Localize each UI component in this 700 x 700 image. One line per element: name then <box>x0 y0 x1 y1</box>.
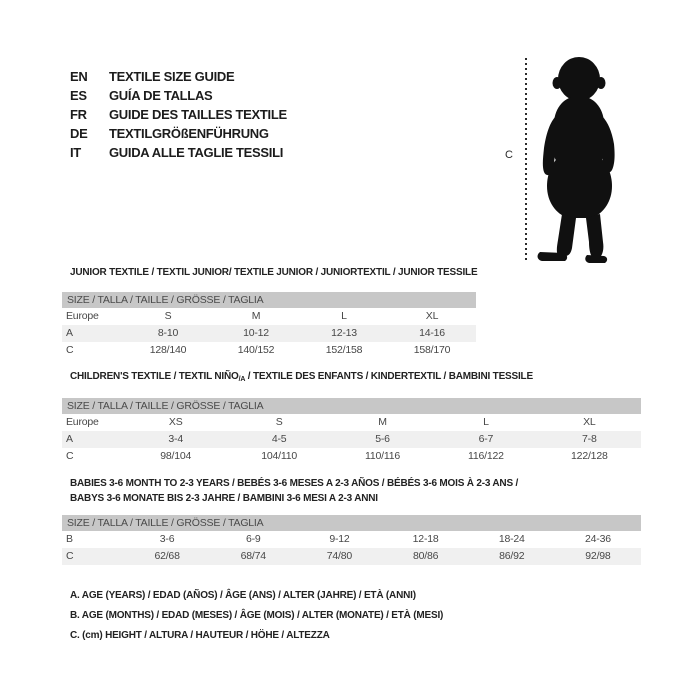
table-row <box>62 531 641 548</box>
table-row <box>62 414 641 431</box>
children-title-subscript: /A <box>238 376 246 383</box>
table-body <box>62 308 476 359</box>
babies-section-title <box>70 476 550 506</box>
baby-silhouette-icon <box>534 56 629 263</box>
language-row <box>70 67 287 86</box>
language-label: GUIDA ALLE TAGLIE TESSILI <box>109 145 284 160</box>
table-cell: 116/122 <box>468 450 504 462</box>
children-title-prefix: CHILDREN'S TEXTILE / TEXTIL NIÑO <box>70 371 239 382</box>
table-cell: L <box>483 416 489 428</box>
row-label: C <box>66 550 74 562</box>
table-cell: 74/80 <box>326 550 353 562</box>
language-label: GUIDE DES TAILLES TEXTILE <box>109 107 287 122</box>
babies-title-line2: BABYS 3-6 MONATE BIS 2-3 JAHRE / BAMBINI 3-6 MESI A 2-3 ANNI <box>70 493 378 504</box>
table-cell: 3-6 <box>159 533 175 545</box>
table-cell: 140/152 <box>237 344 275 356</box>
table-cell: 86/92 <box>499 550 525 562</box>
table-cell: 12-18 <box>412 533 439 545</box>
table-cell: 3-4 <box>168 433 183 445</box>
table-cell: 152/158 <box>325 344 363 356</box>
table-row <box>62 308 476 325</box>
table-cell: 110/116 <box>365 450 401 462</box>
language-list <box>70 67 287 162</box>
table-cell: 9-12 <box>329 533 350 545</box>
children-title-suffix: / TEXTILE DES ENFANTS / KINDERTEXTIL / BAMBINI TESSILE <box>245 371 533 382</box>
row-label: C <box>66 450 74 462</box>
table-cell: 6-7 <box>478 433 494 445</box>
children-size-table <box>62 398 641 465</box>
table-cell: 92/98 <box>585 550 611 562</box>
language-row <box>70 86 287 105</box>
row-label: A <box>66 433 73 445</box>
table-cell: 12-13 <box>331 327 357 339</box>
table-cell: 68/74 <box>240 550 266 562</box>
language-code: IT <box>70 145 81 160</box>
table-cell: M <box>251 310 261 322</box>
table-row <box>62 448 641 465</box>
table-body <box>62 414 641 465</box>
table-cell: 8-10 <box>157 327 179 339</box>
table-cell: 18-24 <box>498 533 525 545</box>
language-code: FR <box>70 107 87 122</box>
table-cell: 122/128 <box>571 450 608 462</box>
row-label: Europe <box>66 416 99 428</box>
junior-size-table <box>62 292 476 359</box>
language-row <box>70 124 287 143</box>
table-cell: L <box>341 310 347 322</box>
table-row <box>62 548 641 565</box>
table-cell: 158/170 <box>413 344 451 356</box>
note-age-years: A. AGE (YEARS) / EDAD (AÑOS) / ÂGE (ANS) / ALTER (JAHRE) / ETÀ (ANNI) <box>70 590 416 601</box>
table-cell: 128/140 <box>149 344 187 356</box>
table-cell: 104/110 <box>261 450 297 462</box>
language-code: EN <box>70 69 88 84</box>
table-cell: 5-6 <box>375 433 390 445</box>
table-header: SIZE / TALLA / TAILLE / GRÖSSE / TAGLIA <box>62 292 476 308</box>
table-cell: 10-12 <box>243 327 269 339</box>
table-cell: XL <box>425 310 439 322</box>
height-measure-label: C <box>505 149 513 161</box>
table-cell: 6-9 <box>245 533 261 545</box>
table-cell: S <box>275 416 283 428</box>
language-row <box>70 105 287 124</box>
language-label: TEXTILE SIZE GUIDE <box>109 69 235 84</box>
table-cell: 4-5 <box>271 433 287 445</box>
junior-section-title: JUNIOR TEXTILE / TEXTIL JUNIOR/ TEXTILE JUNIOR / JUNIORTEXTIL / JUNIOR TESSILE <box>70 267 478 278</box>
table-cell: 14-16 <box>419 327 445 339</box>
language-label: TEXTILGRÖßENFÜHRUNG <box>109 126 269 141</box>
legend-notes <box>70 586 443 646</box>
babies-size-table <box>62 515 641 565</box>
table-cell: 80/86 <box>412 550 439 562</box>
table-row <box>62 325 476 342</box>
table-cell: XS <box>168 416 183 428</box>
row-label: Europe <box>66 310 99 322</box>
babies-title-line1: BABIES 3-6 MONTH TO 2-3 YEARS / BEBÉS 3-6 MESES A 2-3 AÑOS / BÉBÉS 3-6 MOIS À 2-3 ANS / <box>70 478 519 489</box>
baby-figure <box>500 55 635 267</box>
note-age-months: B. AGE (MONTHS) / EDAD (MESES) / ÂGE (MOIS) / ALTER (MONATE) / ETÀ (MESI) <box>70 610 444 621</box>
note-height-cm: C. (cm) HEIGHT / ALTURA / HAUTEUR / HÖHE / ALTEZZA <box>70 630 330 641</box>
table-cell: M <box>378 416 387 428</box>
table-row <box>62 431 641 448</box>
table-cell: XL <box>583 416 596 428</box>
table-row <box>62 342 476 359</box>
table-header: SIZE / TALLA / TAILLE / GRÖSSE / TAGLIA <box>62 515 641 531</box>
table-cell: S <box>164 310 172 322</box>
table-cell: 7-8 <box>582 433 597 445</box>
language-code: DE <box>70 126 88 141</box>
row-label: C <box>66 344 74 356</box>
children-section-title <box>70 371 533 383</box>
row-label: B <box>66 533 73 545</box>
table-cell: 62/68 <box>154 550 180 562</box>
table-header: SIZE / TALLA / TAILLE / GRÖSSE / TAGLIA <box>62 398 641 414</box>
language-row <box>70 143 287 162</box>
table-cell: 24-36 <box>585 533 611 545</box>
language-code: ES <box>70 88 87 103</box>
table-body <box>62 531 641 565</box>
height-dotted-line <box>525 58 527 262</box>
table-cell: 98/104 <box>160 450 192 462</box>
row-label: A <box>66 327 73 339</box>
language-label: GUÍA DE TALLAS <box>109 88 213 103</box>
